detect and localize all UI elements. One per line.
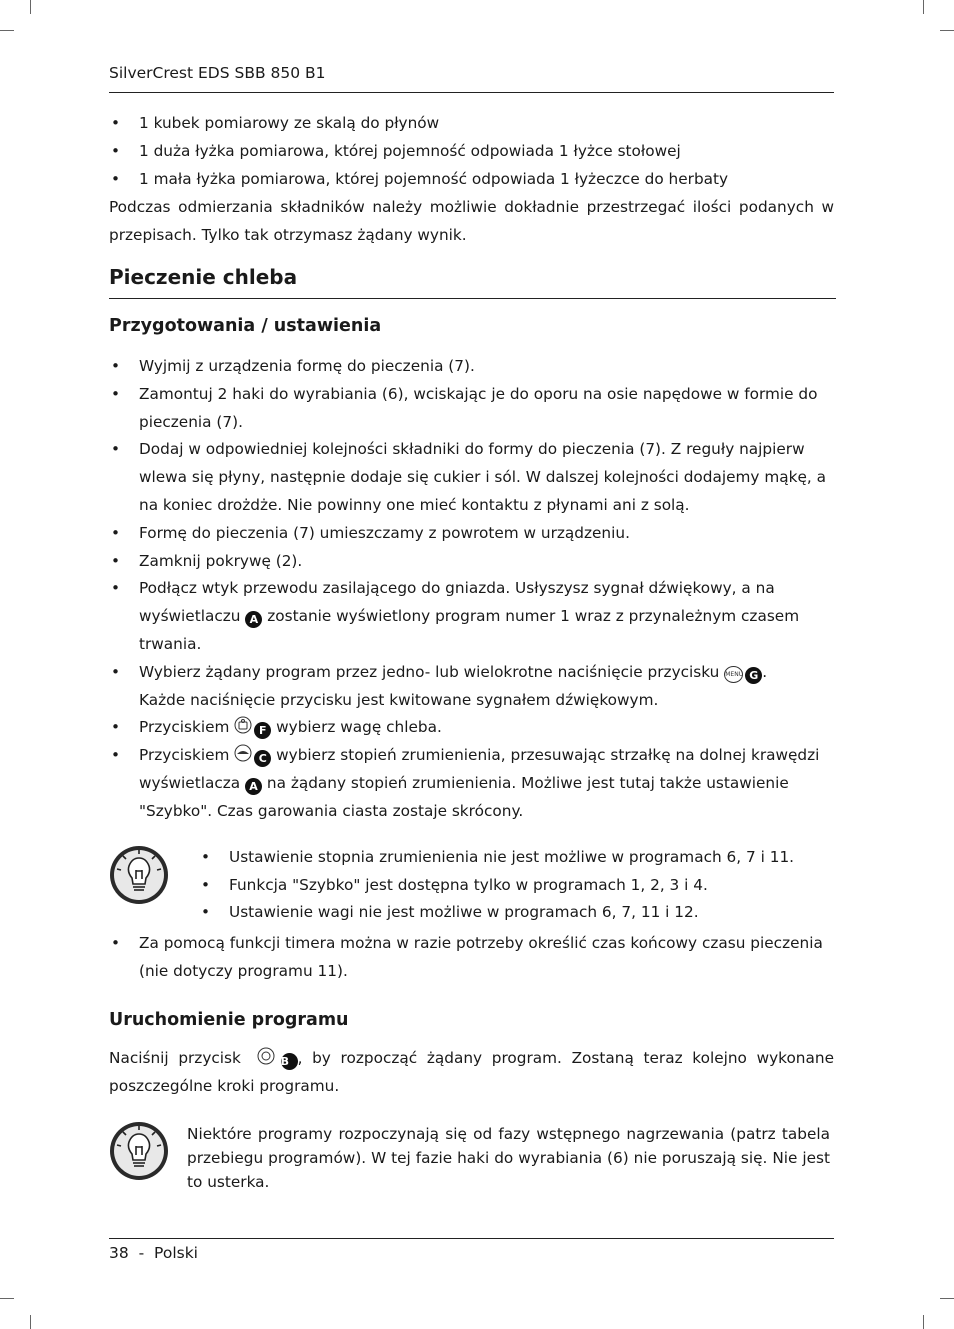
list-item [109, 519, 834, 547]
list-item [109, 658, 834, 714]
list-item [109, 435, 834, 519]
list-item [109, 929, 834, 985]
list-item-text: zostanie wyświetlony program numer 1 wraz z przynależnym czasem [267, 607, 800, 625]
intro-paragraph: Podczas odmierzania składników należy możliwie dokładnie przestrzegać ilości podanych w przepisach. Tylko tak otrzymasz żądany wynik. [109, 198, 834, 244]
bullet-dot: • [111, 579, 121, 597]
page-footer [109, 1244, 198, 1262]
tip-item [199, 899, 839, 927]
list-item [109, 713, 834, 741]
bullet-dot: • [111, 746, 121, 764]
crop-mark [923, 0, 924, 14]
list-item-text: trwania. [139, 635, 202, 653]
page-number: 38 [109, 1244, 129, 1262]
crop-mark [940, 30, 954, 31]
list-item [109, 380, 834, 436]
bullet-dot: • [111, 440, 121, 458]
bullet-dot: • [111, 114, 121, 132]
bullet-dot: • [111, 663, 121, 681]
list-item-text: Zamontuj 2 haki do wyrabiania (6), wciskając je do oporu na osie napędowe w formie do pieczenia (7). [139, 385, 818, 431]
footer-separator: - [138, 1244, 145, 1262]
footer-language: Polski [154, 1244, 198, 1262]
bullet-dot: • [201, 876, 211, 894]
list-item-text: "Szybko". Czas garowania ciasta zostaje skrócony. [139, 802, 524, 820]
list-item [109, 137, 834, 165]
tip-item [199, 872, 839, 900]
menu-key-icon: MENU [724, 666, 743, 683]
list-item [109, 352, 834, 380]
weight-key-icon [234, 716, 252, 734]
list-item [109, 741, 834, 825]
subsection-title: Uruchomienie programu [109, 1010, 349, 1030]
paragraph-text: Naciśnij przycisk [109, 1049, 241, 1067]
button-c-icon: C [254, 750, 271, 767]
crop-mark [940, 1298, 954, 1299]
subsection-title: Przygotowania / ustawienia [109, 316, 382, 336]
list-item-text: wyświetlacza [139, 774, 241, 792]
bullet-dot: • [111, 357, 121, 375]
crop-mark [923, 1315, 924, 1329]
button-b-icon: B [281, 1053, 298, 1070]
list-item-text: wybierz wagę chleba. [276, 718, 442, 736]
crop-mark [0, 30, 14, 31]
tip-item [199, 844, 839, 872]
list-item-text: 1 duża łyżka pomiarowa, której pojemność odpowiada 1 łyżce stołowej [139, 142, 681, 160]
bullet-dot: • [111, 934, 121, 952]
list-item-text: Wybierz żądany program przez jedno- lub wielokrotne naciśnięcie przycisku [139, 663, 720, 681]
header-rule [109, 92, 834, 93]
list-item-text: Przyciskiem [139, 746, 230, 764]
tip-text: Ustawienie stopnia zrumienienia nie jest możliwe w programach 6, 7 i 11. [229, 848, 795, 866]
list-item-text: Formę do pieczenia (7) umieszczamy z powrotem w urządzeniu. [139, 524, 630, 542]
list-item-text: 1 mała łyżka pomiarowa, której pojemność odpowiada 1 łyżeczce do herbaty [139, 170, 729, 188]
bullet-dot: • [201, 903, 211, 921]
crop-mark [30, 1315, 31, 1329]
list-item-text: wyświetlaczu [139, 607, 241, 625]
bullet-dot: • [111, 524, 121, 542]
bullet-dot: • [111, 385, 121, 403]
button-g-icon: G [745, 667, 762, 684]
tip-text: Niektóre programy rozpoczynają się od fazy wstępnego nagrzewania (patrz tabela przebiegu programów). W tej fazie haki do wyrabiania (6) nie poruszają się. Nie jest to usterka. [187, 1125, 830, 1191]
list-item [109, 109, 834, 137]
list-item [109, 165, 834, 193]
button-f-icon: F [254, 722, 271, 739]
list-item-text: 1 kubek pomiarowy ze skalą do płynów [139, 114, 440, 132]
display-a-icon: A [245, 778, 262, 795]
list-item-text: Wyjmij z urządzenia formę do pieczenia (7). [139, 357, 475, 375]
crop-mark [30, 0, 31, 14]
tip-text: Ustawienie wagi nie jest możliwe w programach 6, 7, 11 i 12. [229, 903, 699, 921]
list-item-text: wybierz stopień zrumienienia, przesuwając strzałkę na dolnej krawędzi [276, 746, 820, 764]
lightbulb-tip-icon [108, 844, 170, 906]
paragraph-text: , by rozpocząć żądany program. Zostaną teraz kolejno wykonane poszczególne kroki programu. [109, 1049, 834, 1095]
bullet-dot: • [201, 848, 211, 866]
list-item-text: Każde naciśnięcie przycisku jest kwitowane sygnałem dźwiękowym. [139, 691, 659, 709]
list-item-text: na żądany stopień zrumienienia. Możliwe jest tutaj także ustawienie [266, 774, 789, 792]
bullet-dot: • [111, 718, 121, 736]
start-paragraph [109, 1044, 834, 1100]
start-key-icon [257, 1047, 275, 1065]
bullet-dot: • [111, 552, 121, 570]
list-item [109, 547, 834, 575]
list-item-text: . [762, 663, 768, 681]
document-header: SilverCrest EDS SBB 850 B1 [109, 64, 326, 82]
bullet-dot: • [111, 170, 121, 188]
display-a-icon: A [245, 611, 262, 628]
list-item-text: Przyciskiem [139, 718, 230, 736]
lightbulb-tip-icon [108, 1120, 170, 1182]
crust-key-icon [234, 744, 252, 762]
list-item-text: Podłącz wtyk przewodu zasilającego do gniazda. Usłyszysz sygnał dźwiękowy, a na [139, 579, 775, 597]
list-item-text: Zamknij pokrywę (2). [139, 552, 303, 570]
list-item-text: Dodaj w odpowiedniej kolejności składniki do formy do pieczenia (7). Z reguły najpierw wlewa się płyny, następnie dodaje się cukier i sól. W dalszej kolejności dodajemy mąkę, a na koniec drożdże. Nie powinny one mieć kontaktu z płynami ani z solą. [139, 440, 826, 514]
section-rule [109, 298, 836, 299]
footer-rule [109, 1238, 834, 1239]
list-item [109, 574, 834, 658]
section-title: Pieczenie chleba [109, 265, 298, 289]
crop-mark [0, 1298, 14, 1299]
tip-text: Funkcja "Szybko" jest dostępna tylko w programach 1, 2, 3 i 4. [229, 876, 708, 894]
bullet-dot: • [111, 142, 121, 160]
list-item-text: Za pomocą funkcji timera można w razie potrzeby określić czas końcowy czasu pieczenia (nie dotyczy programu 11). [139, 934, 823, 980]
